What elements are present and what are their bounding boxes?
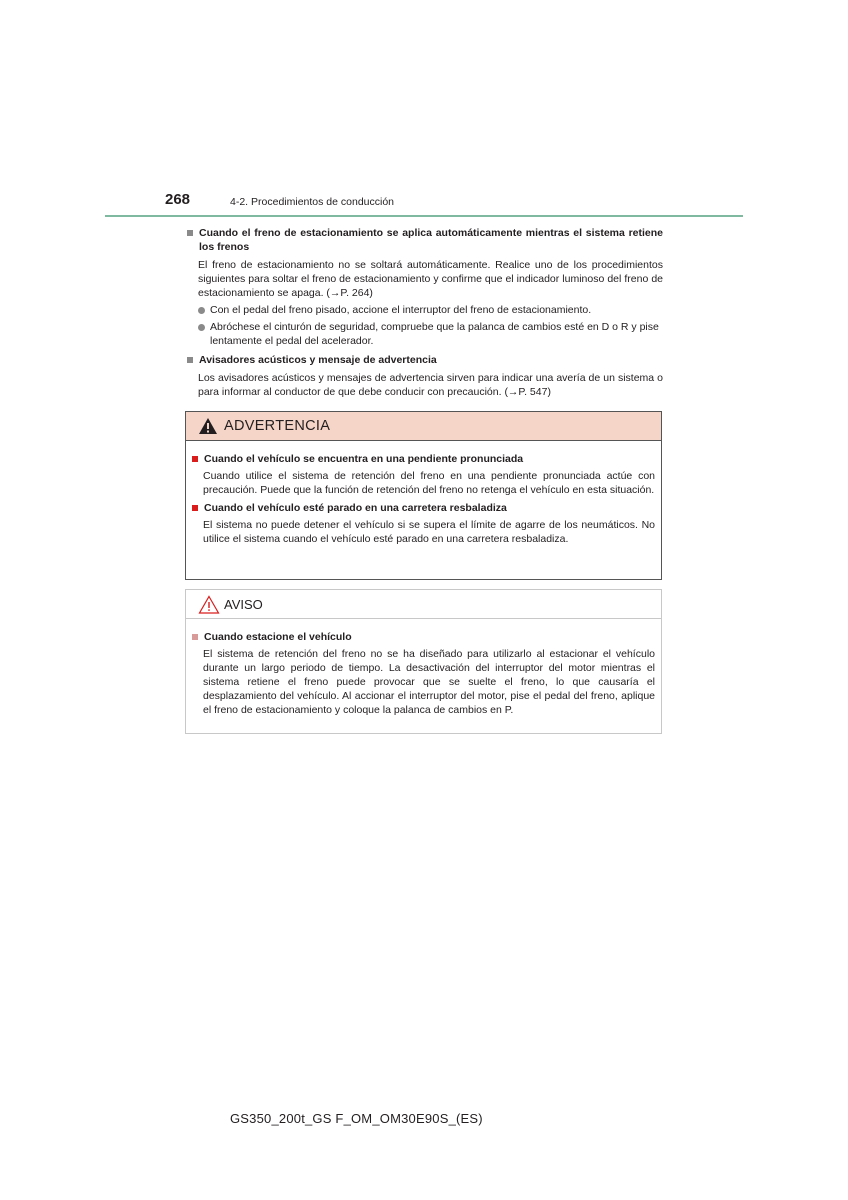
square-bullet-icon: [187, 357, 193, 363]
square-bullet-icon: [192, 456, 198, 462]
warning-box: [185, 411, 662, 580]
section-title: 4-2. Procedimientos de conducción: [230, 196, 395, 208]
warning-item-title: Cuando el vehículo esté parado en una carretera resbaladiza: [204, 502, 507, 514]
item-title: Avisadores acústicos y mensaje de advertencia: [199, 354, 437, 366]
warning-item-text: El sistema no puede detener el vehículo si se supera el límite de agarre de los neumáticos. No utilice el sistema cuando el vehículo esté parado en una carretera resbaladiza.: [203, 519, 655, 545]
square-bullet-icon: [187, 230, 193, 236]
item-parking-brake: [185, 226, 663, 348]
notice-item-text: El sistema de retención del freno no se ha diseñado para utilizarlo al estacionar el vehículo durante un largo periodo de tiempo. La desactivación del interruptor del motor mientras el sistema retiene el freno puede provocar que se suelte el freno, lo que causaría el desplazamiento del vehículo. Al accionar el interruptor del motor, pise el pedal del freno, aplique el freno de estacionamiento y coloque la palanca de cambios en P.: [203, 648, 655, 716]
warning-header: [186, 412, 661, 441]
warning-triangle-icon: [198, 417, 218, 435]
list-item: Con el pedal del freno pisado, accione el interruptor del freno de estacionamiento.: [198, 303, 663, 317]
warning-item-title: Cuando el vehículo se encuentra en una pendiente pronunciada: [204, 453, 524, 465]
header-rule: [105, 215, 743, 217]
square-bullet-icon: [192, 634, 198, 640]
notice-item-title: Cuando estacione el vehículo: [204, 631, 352, 643]
item-buzzers: [185, 353, 663, 399]
circle-bullet-icon: [198, 324, 205, 331]
item-text: Los avisadores acústicos y mensajes de advertencia sirven para indicar una avería de un sistema o para informar al conductor de que debe conducir con precaución. (→P. 547): [198, 372, 663, 398]
circle-bullet-icon: [198, 307, 205, 314]
warning-title: ADVERTENCIA: [224, 418, 331, 434]
square-bullet-icon: [192, 505, 198, 511]
footer-code: GS350_200t_GS F_OM_OM30E90S_(ES): [230, 1111, 483, 1126]
item-title: Cuando el freno de estacionamiento se aplica automáticamente mientras el sistema retiene los frenos: [199, 227, 663, 253]
main-content: [185, 226, 663, 399]
notice-box: [185, 589, 662, 734]
notice-header: [186, 590, 661, 619]
item-text: El freno de estacionamiento no se soltará automáticamente. Realice uno de los procedimientos siguientes para soltar el freno de estacionamiento y confirme que el indicador luminoso del freno de estacionamiento se apaga. (→P. 264): [198, 259, 663, 299]
list-item: Abróchese el cinturón de seguridad, compruebe que la palanca de cambios esté en D o R y pise lentamente el pedal del acelerador.: [198, 320, 663, 348]
caution-triangle-icon: [198, 595, 220, 614]
warning-item-text: Cuando utilice el sistema de retención del freno en una pendiente pronunciada actúe con precaución. Puede que la función de retención del freno no retenga el vehículo en esta situación.: [203, 470, 655, 496]
page-number: 268: [165, 191, 191, 208]
notice-title: AVISO: [224, 596, 263, 612]
